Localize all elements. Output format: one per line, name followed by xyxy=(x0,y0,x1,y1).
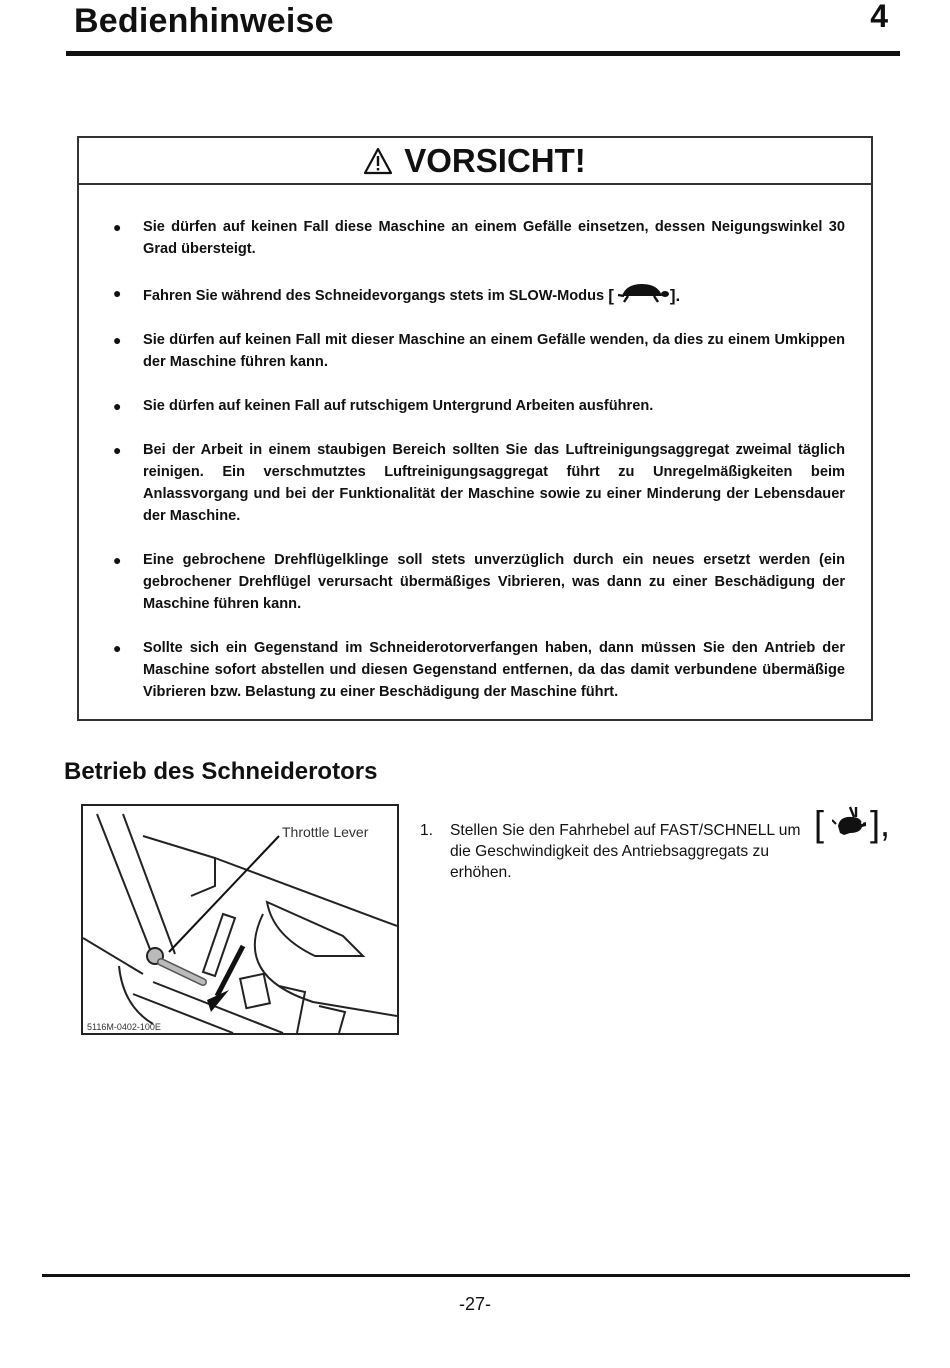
list-item xyxy=(79,439,871,527)
throttle-lever-illustration xyxy=(83,806,397,1033)
bullet-icon: ● xyxy=(113,398,122,415)
section-title: Betrieb des Schneiderotors xyxy=(64,758,378,785)
turtle-icon xyxy=(614,282,670,304)
rabbit-icon xyxy=(832,806,870,838)
chapter-number: 4 xyxy=(870,0,888,34)
symbol-bracket-open: [ xyxy=(814,803,825,844)
fast-symbol xyxy=(814,804,894,844)
page-number: -27- xyxy=(458,1294,491,1314)
bullet-icon: ● xyxy=(113,640,122,657)
list-item xyxy=(420,803,900,883)
list-item xyxy=(79,637,871,703)
caution-text: Sie dürfen auf keinen Fall mit dieser Maschine an einem Gefälle wenden, da dies zu einem Umkippen der Maschine führen kann. xyxy=(143,332,845,371)
steps-list xyxy=(420,803,900,883)
bullet-icon: ● xyxy=(113,332,122,349)
list-item xyxy=(79,329,871,373)
bullet-icon: ● xyxy=(113,442,122,459)
caution-text: Sie dürfen auf keinen Fall auf rutschigem Untergrund Arbeiten ausführen. xyxy=(143,398,654,415)
symbol-bracket-close: ], xyxy=(870,803,891,844)
list-item xyxy=(79,282,871,307)
list-item xyxy=(79,395,871,417)
caution-title: VORSICHT! xyxy=(404,141,586,179)
figure-code: 5116M-0402-100E xyxy=(87,1022,161,1032)
list-item xyxy=(79,549,871,615)
page-title: Bedienhinweise xyxy=(74,2,334,40)
list-item xyxy=(79,216,871,260)
symbol-bracket-close: ]. xyxy=(669,286,681,306)
figure-label: Throttle Lever xyxy=(282,824,369,840)
header-divider xyxy=(66,51,900,56)
throttle-lever-figure xyxy=(81,804,399,1035)
caution-list xyxy=(79,216,871,725)
caution-text: Sollte sich ein Gegenstand im Schneiderotorverfangen haben, dann müssen Sie den Antrieb der Maschine sofort abstellen und diesen Gegenstand entfernen, da das damit verbundene übermäßige Vibrieren bzw. Belastung zu einer Beschädigung der Maschine führt. xyxy=(143,640,845,701)
bullet-icon: ● xyxy=(113,219,122,235)
caution-header xyxy=(79,138,871,185)
footer-divider xyxy=(42,1274,910,1277)
step-number: 1. xyxy=(420,822,434,839)
caution-box xyxy=(77,136,873,721)
caution-text: Eine gebrochene Drehflügelklinge soll stets unverzüglich durch ein neues ersetzt werden (ein gebrochener Drehflügel verursacht übermäßiges Vibrieren, was dann zu einer Beschädigung der Maschine führen kann. xyxy=(143,552,845,613)
warning-triangle-icon xyxy=(364,147,392,175)
caution-text: Bei der Arbeit in einem staubigen Bereich sollten Sie das Luftreinigungsaggregat zweimal täglich reinigen. Ein verschmutztes Luftreinigungsaggregat führt zu Unregelmäßigkeiten beim Anlassvorgang und bei der Funktionalität der Maschine sowie zu einer Minderung der Lebensdauer der Maschine. xyxy=(143,442,845,525)
symbol-bracket-open: [ xyxy=(608,286,614,306)
caution-text: Sie dürfen auf keinen Fall diese Maschine an einem Gefälle einsetzen, dessen Neigungswinkel 30 Grad übersteigt. xyxy=(143,219,845,257)
caution-text: Fahren Sie während des Schneidevorgangs stets im SLOW-Modus xyxy=(143,288,605,304)
step-text: Stellen Sie den Fahrhebel auf FAST/SCHNELL um die Geschwindigkeit des Antriebsaggregats zu erhöhen. xyxy=(450,822,801,881)
bullet-icon: ● xyxy=(113,285,122,301)
bullet-icon: ● xyxy=(113,552,122,569)
